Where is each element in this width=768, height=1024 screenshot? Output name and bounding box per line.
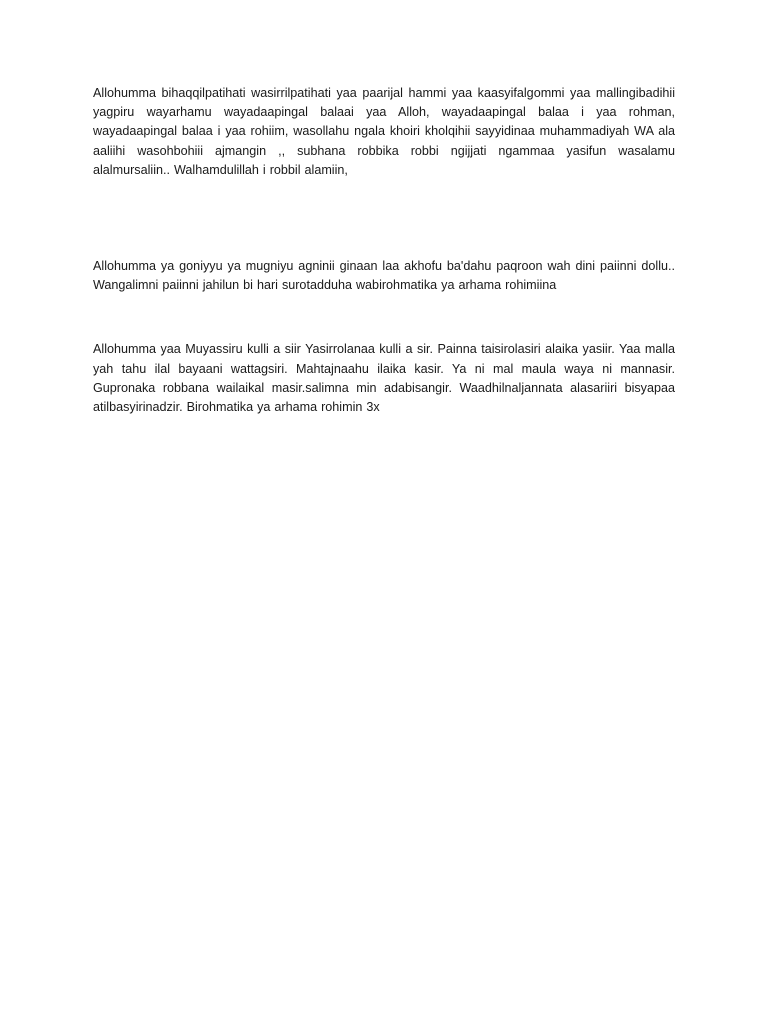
- document-body: [93, 84, 675, 417]
- paragraph-3: Allohumma yaa Muyassiru kulli a siir Yasirrolanaa kulli a sir. Painna taisirolasiri alaika yasiir. Yaa malla yah tahu ilal bayaani wattagsiri. Mahtajnaahu ilaika kasir. Ya ni mal maula waya ni mannasir. Gupronaka robbana wailaikal masir.salimna min adabisangir. Waadhilnaljannata alasariiri bisyapaa atilbasyirinadzir. Birohmatika ya arhama rohimin 3x: [93, 342, 675, 415]
- paragraph-2: Allohumma ya goniyyu ya mugniyu agninii ginaan laa akhofu ba'dahu paqroon wah dini paiinni dollu.. Wangalimni paiinni jahilun bi hari surotadduha wabirohmatika ya arhama rohimiina: [93, 259, 675, 293]
- paragraph-1: Allohumma bihaqqilpatihati wasirrilpatihati yaa paarijal hammi yaa kaasyifalgommi yaa mallingibadihii yagpiru wayarhamu wayadaapingal balaai yaa Alloh, wayadaapingal balaa i yaa rohman, wayadaapingal balaa i yaa rohiim, wasollahu ngala khoiri kholqihii sayyidinaa muhammadiyah WA ala aaliihi wasohbohiii ajmangin ,, subhana robbika robbi ngijjati ngammaa yasifun wasalamu alalmursaliin.. Walhamdulillah i robbil alamiin,: [93, 86, 675, 177]
